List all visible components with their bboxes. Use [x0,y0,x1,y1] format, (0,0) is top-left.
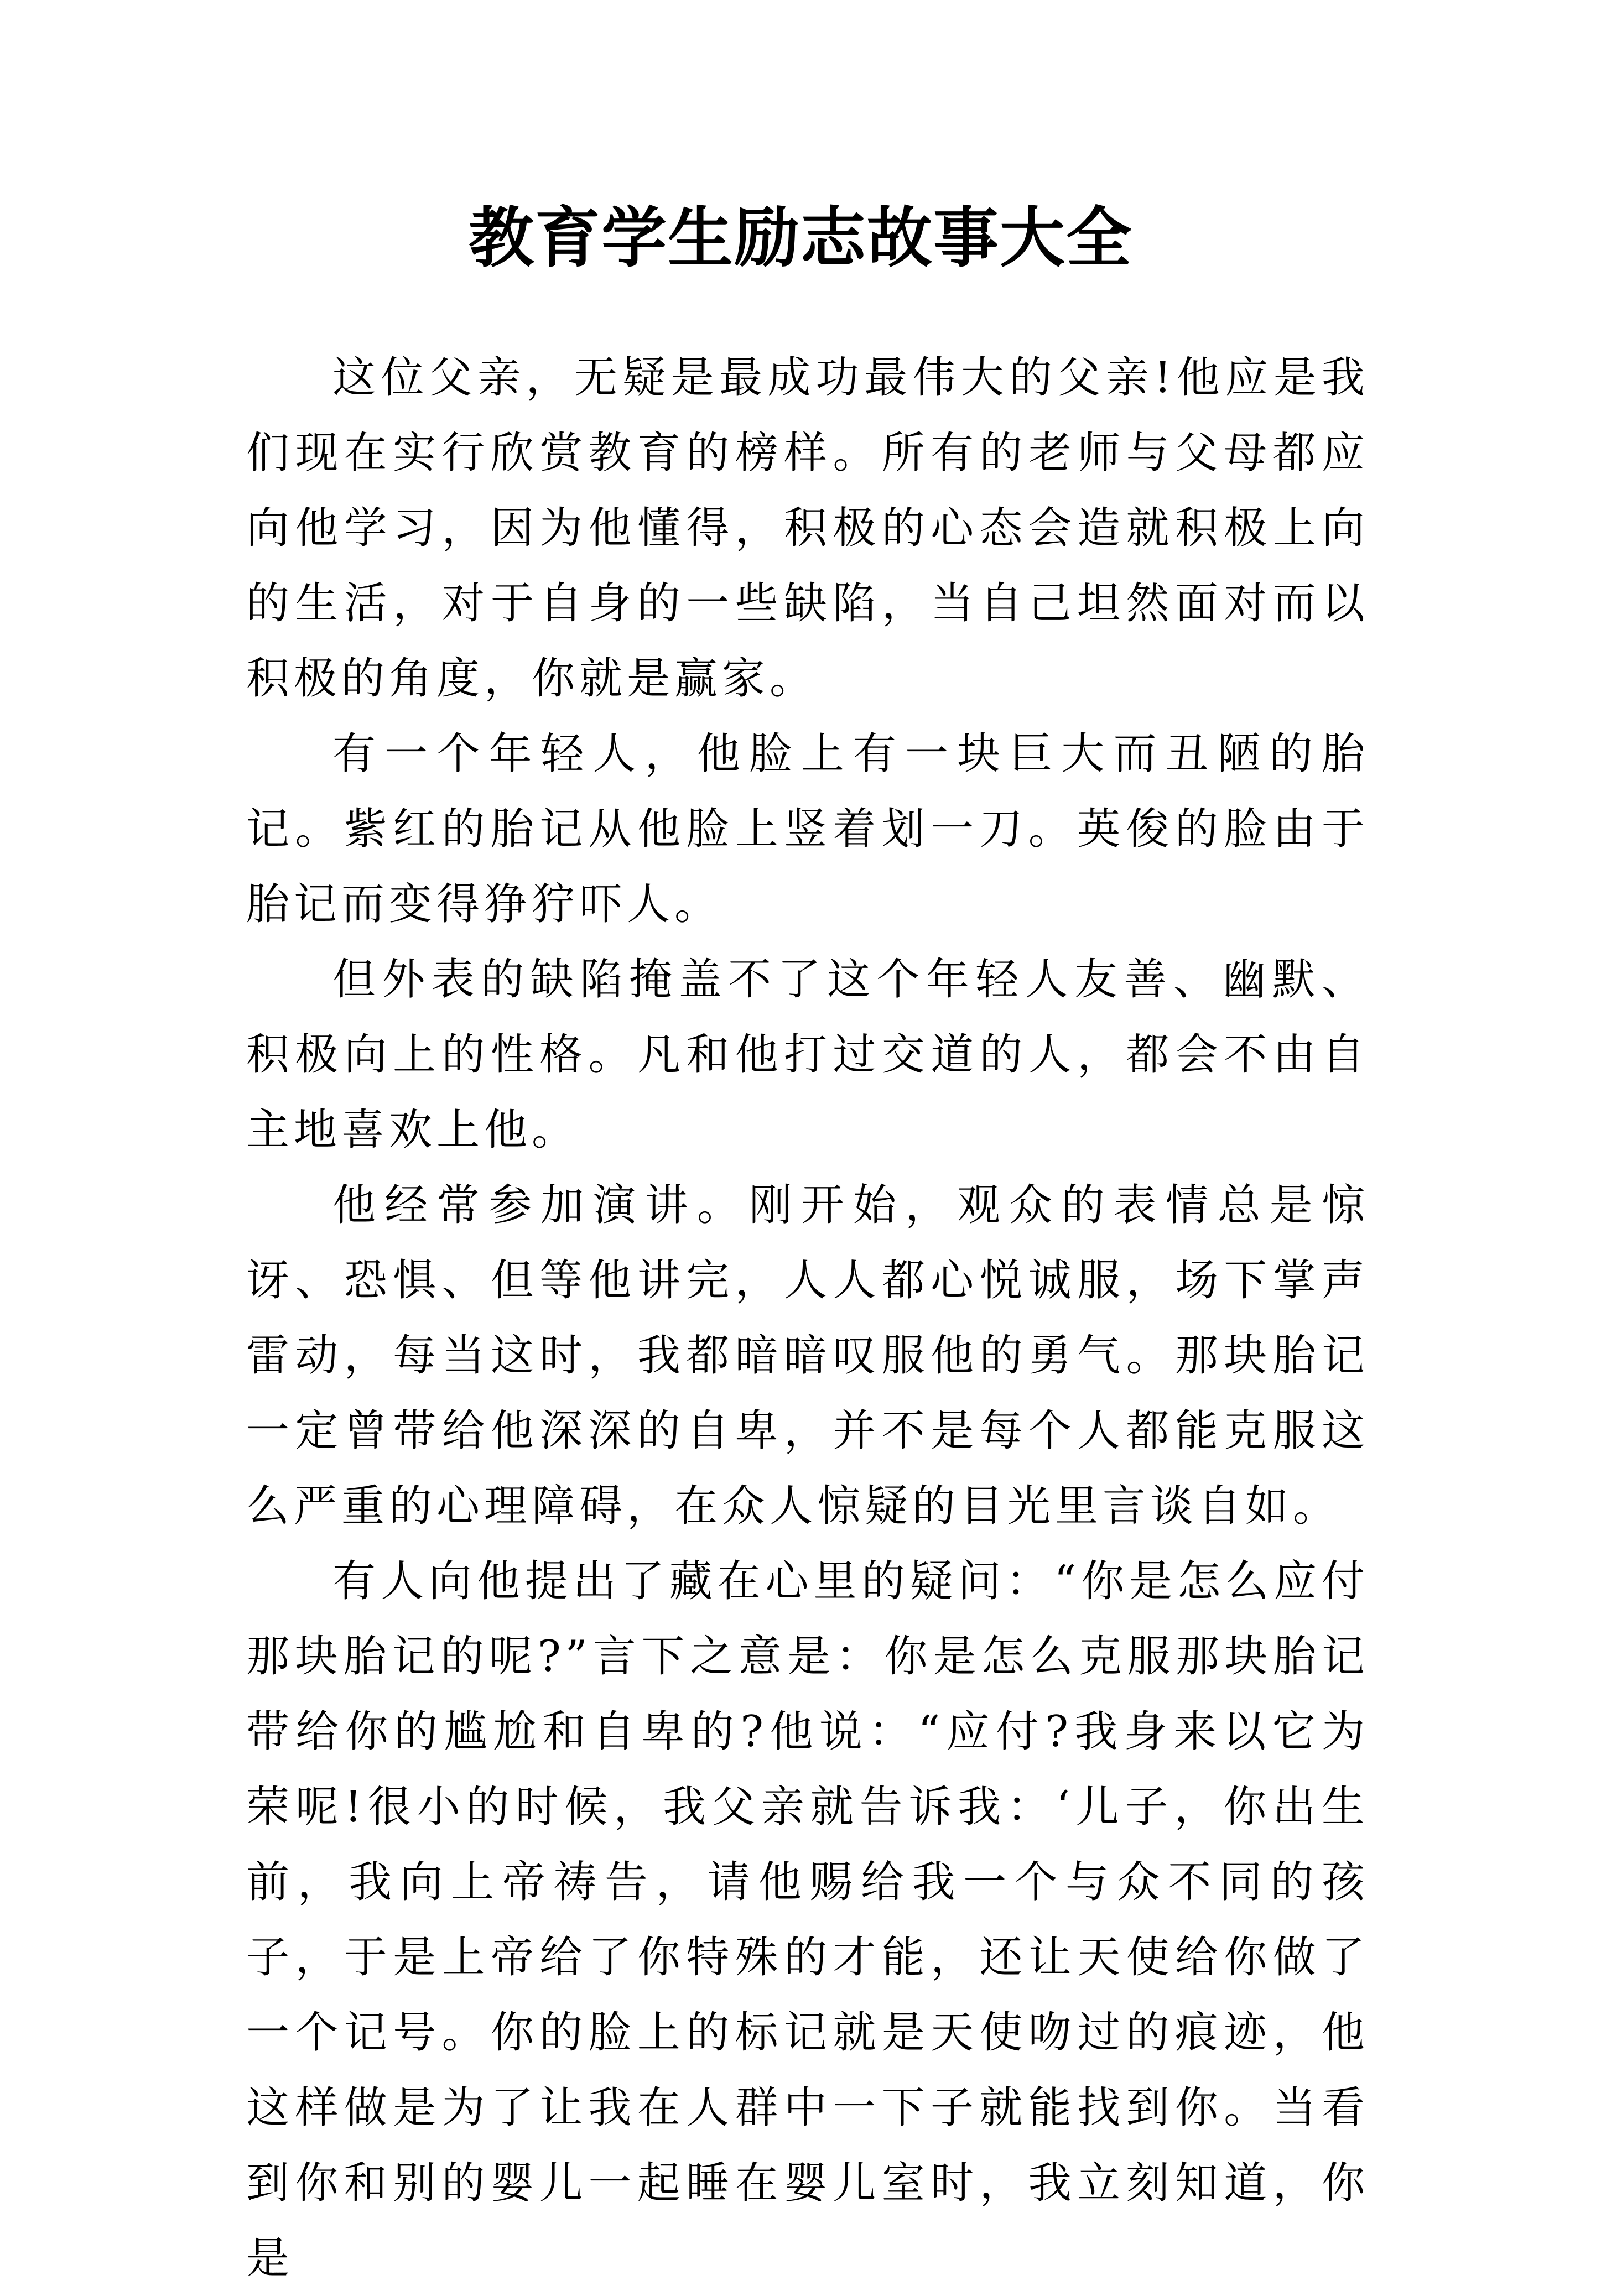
paragraph-1: 这位父亲，无疑是最成功最伟大的父亲!他应是我们现在实行欣赏教育的榜样。所有的老师与父母都应向他学习，因为他懂得，积极的心态会造就积极上向的生活，对于自身的一些缺陷，当自己坦然面对而以积极的角度，你就是赢家。 [246,353,1369,704]
paragraph-4: 他经常参加演讲。刚开始，观众的表情总是惊讶、恐惧、但等他讲完，人人都心悦诚服，场下掌声雷动，每当这时，我都暗暗叹服他的勇气。那块胎记一定曾带给他深深的自卑，并不是每个人都能克服这么严重的心理障碍，在众人惊疑的目光里言谈自如。 [246,1180,1369,1531]
document-body [246,340,1369,2296]
document-title: 教育学生励志故事大全 [468,199,1132,276]
paragraph-5: 有人向他提出了藏在心里的疑问：“你是怎么应付那块胎记的呢?”言下之意是：你是怎么克服那块胎记带给你的尴尬和自卑的?他说：“应付?我身来以它为荣呢!很小的时候，我父亲就告诉我：‘儿子，你出生前，我向上帝祷告，请他赐给我一个与众不同的孩子，于是上帝给了你特殊的才能，还让天使给你做了一个记号。你的脸上的标记就是天使吻过的痕迹，他这样做是为了让我在人群中一下子就能找到你。当看到你和别的婴儿一起睡在婴儿室时，我立刻知道，你是 [246,1556,1369,2283]
paragraph-3: 但外表的缺陷掩盖不了这个年轻人友善、幽默、积极向上的性格。凡和他打过交道的人，都会不由自主地喜欢上他。 [246,955,1369,1155]
paragraph-2: 有一个年轻人，他脸上有一块巨大而丑陋的胎记。紫红的胎记从他脸上竖着划一刀。英俊的脸由于胎记而变得狰狞吓人。 [246,729,1369,929]
